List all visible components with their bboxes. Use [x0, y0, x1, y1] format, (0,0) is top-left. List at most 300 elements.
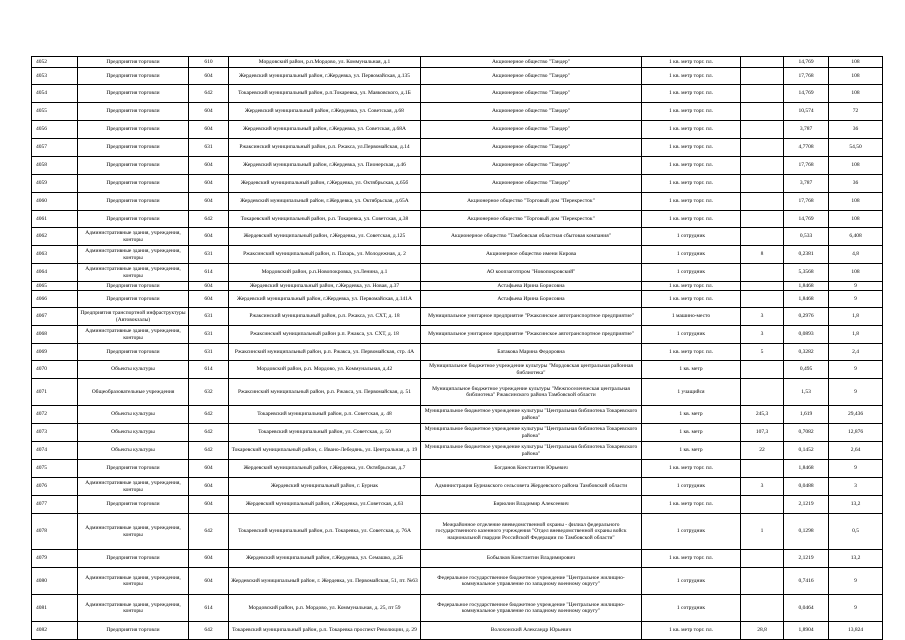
- total-value-cell: 6,408: [829, 228, 883, 246]
- total-value-cell: 108: [829, 264, 883, 282]
- row-number-cell: 4071: [32, 379, 78, 406]
- address-cell: Ржаксинский муниципальный район р.п. Ржакса, ул. СХТ, д. 18: [229, 326, 421, 344]
- table-row: [32, 139, 883, 157]
- organization-cell: Акционерное общество "Тандер": [421, 85, 642, 103]
- code-cell: 604: [189, 68, 229, 85]
- code-cell: 632: [189, 379, 229, 406]
- organization-cell: Волохонский Александр Юрьевич: [421, 622, 642, 640]
- address-cell: Жердевский муниципальный район, г.Жердевка, ул. Октябрьская, д.65б: [229, 175, 421, 193]
- address-cell: Жердевский муниципальный район, г.Жердевка, ул. Октябрьская, д.7: [229, 460, 421, 478]
- table-row: [32, 85, 883, 103]
- unit-cell: 1 сотрудник: [642, 264, 741, 282]
- unit-cell: 1 кв. метр: [642, 361, 741, 379]
- object-type-cell: Предприятия торговли: [78, 344, 189, 361]
- address-cell: Мордовский район, р.п.Новопокровка, ул.Ленина, д.1: [229, 264, 421, 282]
- table-row: [32, 442, 883, 460]
- quantity-cell: 3: [741, 326, 784, 344]
- table-row: [32, 282, 883, 291]
- organization-cell: Администрация Бурнакского сельсовета Жердевского района Тамбовской области: [421, 478, 642, 496]
- code-cell: 642: [189, 514, 229, 550]
- row-number-cell: 4066: [32, 291, 78, 308]
- object-type-cell: Предприятия торговли: [78, 622, 189, 640]
- object-type-cell: Предприятия торговли: [78, 103, 189, 121]
- row-number-cell: 4063: [32, 246, 78, 264]
- norm-value-cell: 0,533: [784, 228, 829, 246]
- norm-value-cell: 0,495: [784, 361, 829, 379]
- quantity-cell: 8: [741, 246, 784, 264]
- norm-value-cell: 2,1219: [784, 496, 829, 514]
- unit-cell: 1 кв. метр торг. пл.: [642, 496, 741, 514]
- object-type-cell: Административные здания, учреждения, конторы: [78, 326, 189, 344]
- code-cell: 642: [189, 85, 229, 103]
- address-cell: Жердевский муниципальный район, г.Жердевка, ул. Первомайская, д.135: [229, 68, 421, 85]
- code-cell: 604: [189, 568, 229, 595]
- quantity-cell: [741, 361, 784, 379]
- row-number-cell: 4076: [32, 478, 78, 496]
- unit-cell: 1 кв. метр торг. пл.: [642, 175, 741, 193]
- code-cell: 631: [189, 344, 229, 361]
- organization-cell: Муниципальное бюджетное учреждение культуры "Центральная библиотека Токаревского района": [421, 424, 642, 442]
- row-number-cell: 4073: [32, 424, 78, 442]
- object-type-cell: Предприятия торговли: [78, 282, 189, 291]
- address-cell: Мордовский район, р.п. Мордово, ул. Коммунальная, д. 25, пт 59: [229, 595, 421, 622]
- object-type-cell: Предприятия торговли: [78, 496, 189, 514]
- quantity-cell: 3: [741, 478, 784, 496]
- unit-cell: 1 машино-место: [642, 308, 741, 326]
- norm-value-cell: 1,8904: [784, 622, 829, 640]
- object-type-cell: Административные здания, учреждения, конторы: [78, 478, 189, 496]
- quantity-cell: [741, 121, 784, 139]
- quantity-cell: 1: [741, 514, 784, 550]
- object-type-cell: Предприятия торговли: [78, 121, 189, 139]
- object-type-cell: Объекты культуры: [78, 406, 189, 424]
- table-row: [32, 478, 883, 496]
- code-cell: 604: [189, 291, 229, 308]
- norm-value-cell: 1,8468: [784, 291, 829, 308]
- organization-cell: Муниципальное унитарное предприятие "Ржаксинское автотранспортное предприятие": [421, 326, 642, 344]
- object-type-cell: Объекты культуры: [78, 424, 189, 442]
- address-cell: Токаревский муниципальный район, ул. Советская, д. 50: [229, 424, 421, 442]
- unit-cell: 1 кв. метр торг. пл.: [642, 622, 741, 640]
- object-type-cell: Административные здания, учреждения, конторы: [78, 228, 189, 246]
- organization-cell: АО коопзаготпром "Новопокровский": [421, 264, 642, 282]
- table-row: [32, 211, 883, 228]
- row-number-cell: 4081: [32, 595, 78, 622]
- code-cell: 604: [189, 175, 229, 193]
- row-number-cell: 4057: [32, 139, 78, 157]
- address-cell: Ржаксинский муниципальный район, р.п. Ржакса, ул. Первомайская, д. 51: [229, 379, 421, 406]
- total-value-cell: 108: [829, 68, 883, 85]
- code-cell: 642: [189, 622, 229, 640]
- total-value-cell: 9: [829, 379, 883, 406]
- table-row: [32, 103, 883, 121]
- object-type-cell: Предприятия торговли: [78, 175, 189, 193]
- table-row: [32, 514, 883, 550]
- norm-value-cell: 0,1452: [784, 442, 829, 460]
- row-number-cell: 4080: [32, 568, 78, 595]
- table-row: [32, 568, 883, 595]
- norm-value-cell: 2,1219: [784, 550, 829, 568]
- unit-cell: 1 кв. метр торг. пл.: [642, 121, 741, 139]
- organization-cell: Астафьева Ирина Борисовна: [421, 291, 642, 308]
- norm-value-cell: 3,787: [784, 175, 829, 193]
- quantity-cell: [741, 68, 784, 85]
- organization-cell: Муниципальное бюджетное учреждение культуры "Центральная библиотека Токаревского района": [421, 442, 642, 460]
- organization-cell: Акционерное общество "Тандер": [421, 121, 642, 139]
- norm-value-cell: 0,0488: [784, 478, 829, 496]
- norm-value-cell: 1,8468: [784, 460, 829, 478]
- total-value-cell: 108: [829, 57, 883, 68]
- row-number-cell: 4067: [32, 308, 78, 326]
- organization-cell: Акционерное общество "Тандер": [421, 157, 642, 175]
- unit-cell: 1 сотрудник: [642, 246, 741, 264]
- row-number-cell: 4065: [32, 282, 78, 291]
- organization-cell: Муниципальное бюджетное учреждение культуры "Межпоселенческая центральная библиотека" Ржаксинского района Тамбовской области: [421, 379, 642, 406]
- norm-value-cell: 17,768: [784, 193, 829, 211]
- address-cell: Жердевский муниципальный район, г.Жердевка, ул. Советская, д.68А: [229, 121, 421, 139]
- total-value-cell: 9: [829, 291, 883, 308]
- code-cell: 642: [189, 211, 229, 228]
- unit-cell: 1 кв. метр торг. пл.: [642, 103, 741, 121]
- code-cell: 604: [189, 460, 229, 478]
- organization-cell: Богданов Константин Юрьевич: [421, 460, 642, 478]
- table-row: [32, 379, 883, 406]
- quantity-cell: [741, 57, 784, 68]
- norm-value-cell: 14,769: [784, 85, 829, 103]
- organization-cell: Акционерное общество "Тандер": [421, 68, 642, 85]
- unit-cell: 1 кв. метр торг. пл.: [642, 85, 741, 103]
- address-cell: Мордовский район, р.п.Мордово, ул. Коммунальная, д.1: [229, 57, 421, 68]
- unit-cell: 1 кв. метр: [642, 424, 741, 442]
- total-value-cell: 1,8: [829, 308, 883, 326]
- row-number-cell: 4079: [32, 550, 78, 568]
- object-type-cell: Предприятия транспортной инфраструктуры (Автовокзалы): [78, 308, 189, 326]
- norm-value-cell: 0,3282: [784, 344, 829, 361]
- address-cell: Жердевский муниципальный район, г.Жердевка, ул. Советская, д.125: [229, 228, 421, 246]
- total-value-cell: 36: [829, 175, 883, 193]
- object-type-cell: Административные здания, учреждения, конторы: [78, 246, 189, 264]
- norm-value-cell: 0,2976: [784, 308, 829, 326]
- object-type-cell: Объекты культуры: [78, 361, 189, 379]
- table-row: [32, 291, 883, 308]
- quantity-cell: [741, 211, 784, 228]
- norm-value-cell: 0,0464: [784, 595, 829, 622]
- total-value-cell: 54,50: [829, 139, 883, 157]
- unit-cell: 1 кв. метр торг. пл.: [642, 139, 741, 157]
- quantity-cell: [741, 175, 784, 193]
- object-type-cell: Предприятия торговли: [78, 211, 189, 228]
- row-number-cell: 4052: [32, 57, 78, 68]
- total-value-cell: 4,8: [829, 246, 883, 264]
- table-row: [32, 326, 883, 344]
- row-number-cell: 4069: [32, 344, 78, 361]
- quantity-cell: 107,3: [741, 424, 784, 442]
- table-row: [32, 157, 883, 175]
- code-cell: 631: [189, 326, 229, 344]
- quantity-cell: [741, 496, 784, 514]
- norm-value-cell: 1,619: [784, 406, 829, 424]
- table-row: [32, 424, 883, 442]
- row-number-cell: 4054: [32, 85, 78, 103]
- table-row: [32, 193, 883, 211]
- address-cell: Жердевский муниципальный район, г.Жердевка, ул. Пионерская, д.46: [229, 157, 421, 175]
- total-value-cell: 1,8: [829, 326, 883, 344]
- object-type-cell: Предприятия торговли: [78, 139, 189, 157]
- quantity-cell: [741, 550, 784, 568]
- organization-cell: Акционерное общество "Тандер": [421, 175, 642, 193]
- quantity-cell: 5: [741, 344, 784, 361]
- organization-cell: Акционерное общество "Тандер": [421, 139, 642, 157]
- total-value-cell: 72: [829, 103, 883, 121]
- code-cell: 604: [189, 121, 229, 139]
- quantity-cell: [741, 282, 784, 291]
- unit-cell: 1 кв. метр торг. пл.: [642, 68, 741, 85]
- unit-cell: 1 сотрудник: [642, 478, 741, 496]
- object-type-cell: Предприятия торговли: [78, 193, 189, 211]
- object-type-cell: Предприятия торговли: [78, 291, 189, 308]
- table-row: [32, 361, 883, 379]
- total-value-cell: 29,436: [829, 406, 883, 424]
- norm-value-cell: 0,1298: [784, 514, 829, 550]
- code-cell: 604: [189, 478, 229, 496]
- norm-value-cell: 4,7708: [784, 139, 829, 157]
- quantity-cell: [741, 228, 784, 246]
- total-value-cell: 108: [829, 193, 883, 211]
- total-value-cell: 13,2: [829, 550, 883, 568]
- quantity-cell: [741, 568, 784, 595]
- row-number-cell: 4068: [32, 326, 78, 344]
- quantity-cell: 245,3: [741, 406, 784, 424]
- table-row: [32, 264, 883, 282]
- organization-cell: Муниципальное унитарное предприятие "Ржаксинское автотранспортное предприятие": [421, 308, 642, 326]
- total-value-cell: 12,876: [829, 424, 883, 442]
- unit-cell: 1 кв. метр торг. пл.: [642, 193, 741, 211]
- unit-cell: 1 сотрудник: [642, 514, 741, 550]
- code-cell: 642: [189, 406, 229, 424]
- norm-value-cell: 0,7082: [784, 424, 829, 442]
- organization-cell: Астафьева Ирина Борисовна: [421, 282, 642, 291]
- code-cell: 631: [189, 139, 229, 157]
- table-row: [32, 121, 883, 139]
- quantity-cell: [741, 103, 784, 121]
- quantity-cell: [741, 460, 784, 478]
- unit-cell: 1 сотрудник: [642, 228, 741, 246]
- address-cell: Жердевский муниципальный район, г.Жердевка, ул. Новая, д.37: [229, 282, 421, 291]
- total-value-cell: 9: [829, 282, 883, 291]
- row-number-cell: 4075: [32, 460, 78, 478]
- quantity-cell: [741, 85, 784, 103]
- unit-cell: 1 кв. метр: [642, 442, 741, 460]
- table-row: [32, 595, 883, 622]
- unit-cell: 1 учащийся: [642, 379, 741, 406]
- row-number-cell: 4060: [32, 193, 78, 211]
- code-cell: 604: [189, 282, 229, 291]
- row-number-cell: 4064: [32, 264, 78, 282]
- unit-cell: 1 кв. метр торг. пл.: [642, 460, 741, 478]
- norm-value-cell: 5,3568: [784, 264, 829, 282]
- unit-cell: 1 кв. метр торг. пл.: [642, 344, 741, 361]
- code-cell: 604: [189, 193, 229, 211]
- total-value-cell: 13,2: [829, 496, 883, 514]
- code-cell: 614: [189, 361, 229, 379]
- quantity-cell: [741, 193, 784, 211]
- organization-cell: Бирюлин Владимир Алексеевич: [421, 496, 642, 514]
- code-cell: 642: [189, 424, 229, 442]
- total-value-cell: 9: [829, 460, 883, 478]
- code-cell: 614: [189, 595, 229, 622]
- table-row: [32, 57, 883, 68]
- row-number-cell: 4056: [32, 121, 78, 139]
- address-cell: Жердевский муниципальный район, г.Жердевка, ул. Советская, д.68: [229, 103, 421, 121]
- norm-value-cell: 1,8468: [784, 282, 829, 291]
- object-type-cell: Предприятия торговли: [78, 550, 189, 568]
- total-value-cell: 3: [829, 478, 883, 496]
- address-cell: Жердевский муниципальный район, г. Бурнак: [229, 478, 421, 496]
- address-cell: Токаревский муниципальный район, с. Ивано-Лебедянь, ул. Центральная, д. 19: [229, 442, 421, 460]
- row-number-cell: 4059: [32, 175, 78, 193]
- total-value-cell: 13,824: [829, 622, 883, 640]
- address-cell: Токаревский муниципальный район, р.п. Советская, д. 48: [229, 406, 421, 424]
- quantity-cell: 22: [741, 442, 784, 460]
- table-row: [32, 496, 883, 514]
- address-cell: Жердевский муниципальный район, г.Жердевка, ул. Октябрьская, д.65А: [229, 193, 421, 211]
- total-value-cell: 2,64: [829, 442, 883, 460]
- total-value-cell: 108: [829, 157, 883, 175]
- table-row: [32, 622, 883, 640]
- row-number-cell: 4082: [32, 622, 78, 640]
- total-value-cell: 9: [829, 361, 883, 379]
- quantity-cell: [741, 264, 784, 282]
- norm-value-cell: 0,2381: [784, 246, 829, 264]
- address-cell: Токаревский муниципальный район, р.п. Токаревка, ул. Советская, д. 76А: [229, 514, 421, 550]
- unit-cell: 1 кв. метр торг. пл.: [642, 157, 741, 175]
- norm-value-cell: 0,0893: [784, 326, 829, 344]
- unit-cell: 1 кв. метр: [642, 406, 741, 424]
- address-cell: Жердевский муниципальный район, г.Жердевка, ул. Первомайская, д.141А: [229, 291, 421, 308]
- quantity-cell: [741, 379, 784, 406]
- object-type-cell: Предприятия торговли: [78, 57, 189, 68]
- row-number-cell: 4070: [32, 361, 78, 379]
- address-cell: Ржаксинский муниципальный район, р.п. Ржакса, ул. Первомайская, стр. 4А: [229, 344, 421, 361]
- address-cell: Жердевский муниципальный район, г.Жердевка, ул.Советская, д.63: [229, 496, 421, 514]
- norm-value-cell: 14,769: [784, 57, 829, 68]
- table-row: [32, 460, 883, 478]
- address-cell: Мордовский район, р.п. Мордово, ул. Коммунальная, д.42: [229, 361, 421, 379]
- row-number-cell: 4072: [32, 406, 78, 424]
- code-cell: 614: [189, 264, 229, 282]
- norm-value-cell: 10,574: [784, 103, 829, 121]
- total-value-cell: 108: [829, 211, 883, 228]
- total-value-cell: 9: [829, 595, 883, 622]
- table-row: [32, 308, 883, 326]
- address-cell: Токаревский муниципальный район, р.п. Токаревка, ул. Советская, д.38: [229, 211, 421, 228]
- object-type-cell: Административные здания, учреждения, конторы: [78, 568, 189, 595]
- total-value-cell: 9: [829, 568, 883, 595]
- address-cell: Жердевский муниципальный район, г. Жердевка, ул. Первомайская, 51, пт. №63: [229, 568, 421, 595]
- norm-value-cell: 0,7416: [784, 568, 829, 595]
- row-number-cell: 4077: [32, 496, 78, 514]
- table-row: [32, 344, 883, 361]
- quantity-cell: 3: [741, 308, 784, 326]
- table-body: [32, 57, 883, 640]
- code-cell: 604: [189, 103, 229, 121]
- total-value-cell: 36: [829, 121, 883, 139]
- code-cell: 642: [189, 442, 229, 460]
- object-type-cell: Общеобразовательные учреждения: [78, 379, 189, 406]
- norm-value-cell: 17,768: [784, 157, 829, 175]
- table-row: [32, 68, 883, 85]
- norm-value-cell: 3,787: [784, 121, 829, 139]
- code-cell: 604: [189, 228, 229, 246]
- organization-cell: Муниципальное бюджетное учреждение культуры "Мордовская центральная районная библиотека": [421, 361, 642, 379]
- unit-cell: 1 кв. метр торг. пл.: [642, 211, 741, 228]
- code-cell: 604: [189, 157, 229, 175]
- organization-cell: Акционерное общество "Торговый дом "Перекресток": [421, 211, 642, 228]
- address-cell: Токаревский муниципальный район, р.п.Токаревка, ул. Маяковского, д.1Б: [229, 85, 421, 103]
- object-type-cell: Предприятия торговли: [78, 68, 189, 85]
- organization-cell: Акционерное общество "Торговый дом "Перекресток": [421, 193, 642, 211]
- object-type-cell: Административные здания, учреждения, конторы: [78, 264, 189, 282]
- row-number-cell: 4058: [32, 157, 78, 175]
- object-type-cell: Объекты культуры: [78, 442, 189, 460]
- address-cell: Токаревский муниципальный район, р.п. Токаревка проспект Революции, д. 29: [229, 622, 421, 640]
- row-number-cell: 4061: [32, 211, 78, 228]
- table-row: [32, 246, 883, 264]
- unit-cell: 1 кв. метр торг. пл.: [642, 550, 741, 568]
- row-number-cell: 4053: [32, 68, 78, 85]
- code-cell: 610: [189, 57, 229, 68]
- table-row: [32, 175, 883, 193]
- code-cell: 631: [189, 308, 229, 326]
- organization-cell: Батакова Марина Федоровна: [421, 344, 642, 361]
- unit-cell: 1 кв. метр торг. пл.: [642, 57, 741, 68]
- row-number-cell: 4055: [32, 103, 78, 121]
- object-type-cell: Предприятия торговли: [78, 85, 189, 103]
- unit-cell: 1 кв. метр торг. пл.: [642, 282, 741, 291]
- address-cell: Ржаксинский муниципальный район, п. Пахарь, ул. Молодежная, д. 2: [229, 246, 421, 264]
- norm-value-cell: 17,768: [784, 68, 829, 85]
- organization-cell: Муниципальное бюджетное учреждение культуры "Центральная библиотека Токаревского района": [421, 406, 642, 424]
- table-row: [32, 550, 883, 568]
- quantity-cell: [741, 139, 784, 157]
- quantity-cell: 28,8: [741, 622, 784, 640]
- address-cell: Ржаксинский муниципальный район, р.п. Ржакса, ул. СХТ, д. 18: [229, 308, 421, 326]
- organization-cell: Акционерное общество "Тандер": [421, 103, 642, 121]
- organization-cell: Федеральное государственное бюджетное учреждение "Центральное жилищно-коммунальное управление по западному военному округу": [421, 568, 642, 595]
- row-number-cell: 4062: [32, 228, 78, 246]
- unit-cell: 1 сотрудник: [642, 595, 741, 622]
- total-value-cell: 0,5: [829, 514, 883, 550]
- object-type-cell: Административные здания, учреждения, конторы: [78, 514, 189, 550]
- code-cell: 604: [189, 550, 229, 568]
- code-cell: 604: [189, 496, 229, 514]
- quantity-cell: [741, 595, 784, 622]
- organization-cell: Федеральное государственное бюджетное учреждение "Центральное жилищно-коммунальное управление по западному военному округу": [421, 595, 642, 622]
- address-cell: Ржаксинский муниципальный район, р.п. Ржакса, ул.Первомайская, д.14: [229, 139, 421, 157]
- unit-cell: 1 сотрудник: [642, 568, 741, 595]
- organization-cell: Акционерное общество "Тандер": [421, 57, 642, 68]
- norm-value-cell: 14,769: [784, 211, 829, 228]
- organization-cell: Бобылков Константин Владимирович: [421, 550, 642, 568]
- row-number-cell: 4074: [32, 442, 78, 460]
- unit-cell: 1 сотрудник: [642, 326, 741, 344]
- quantity-cell: [741, 157, 784, 175]
- total-value-cell: 2,4: [829, 344, 883, 361]
- organization-cell: Акционерное общество "Тамбовская областная сбытовая компания": [421, 228, 642, 246]
- quantity-cell: [741, 291, 784, 308]
- registry-table: [31, 56, 883, 640]
- unit-cell: 1 кв. метр торг. пл.: [642, 291, 741, 308]
